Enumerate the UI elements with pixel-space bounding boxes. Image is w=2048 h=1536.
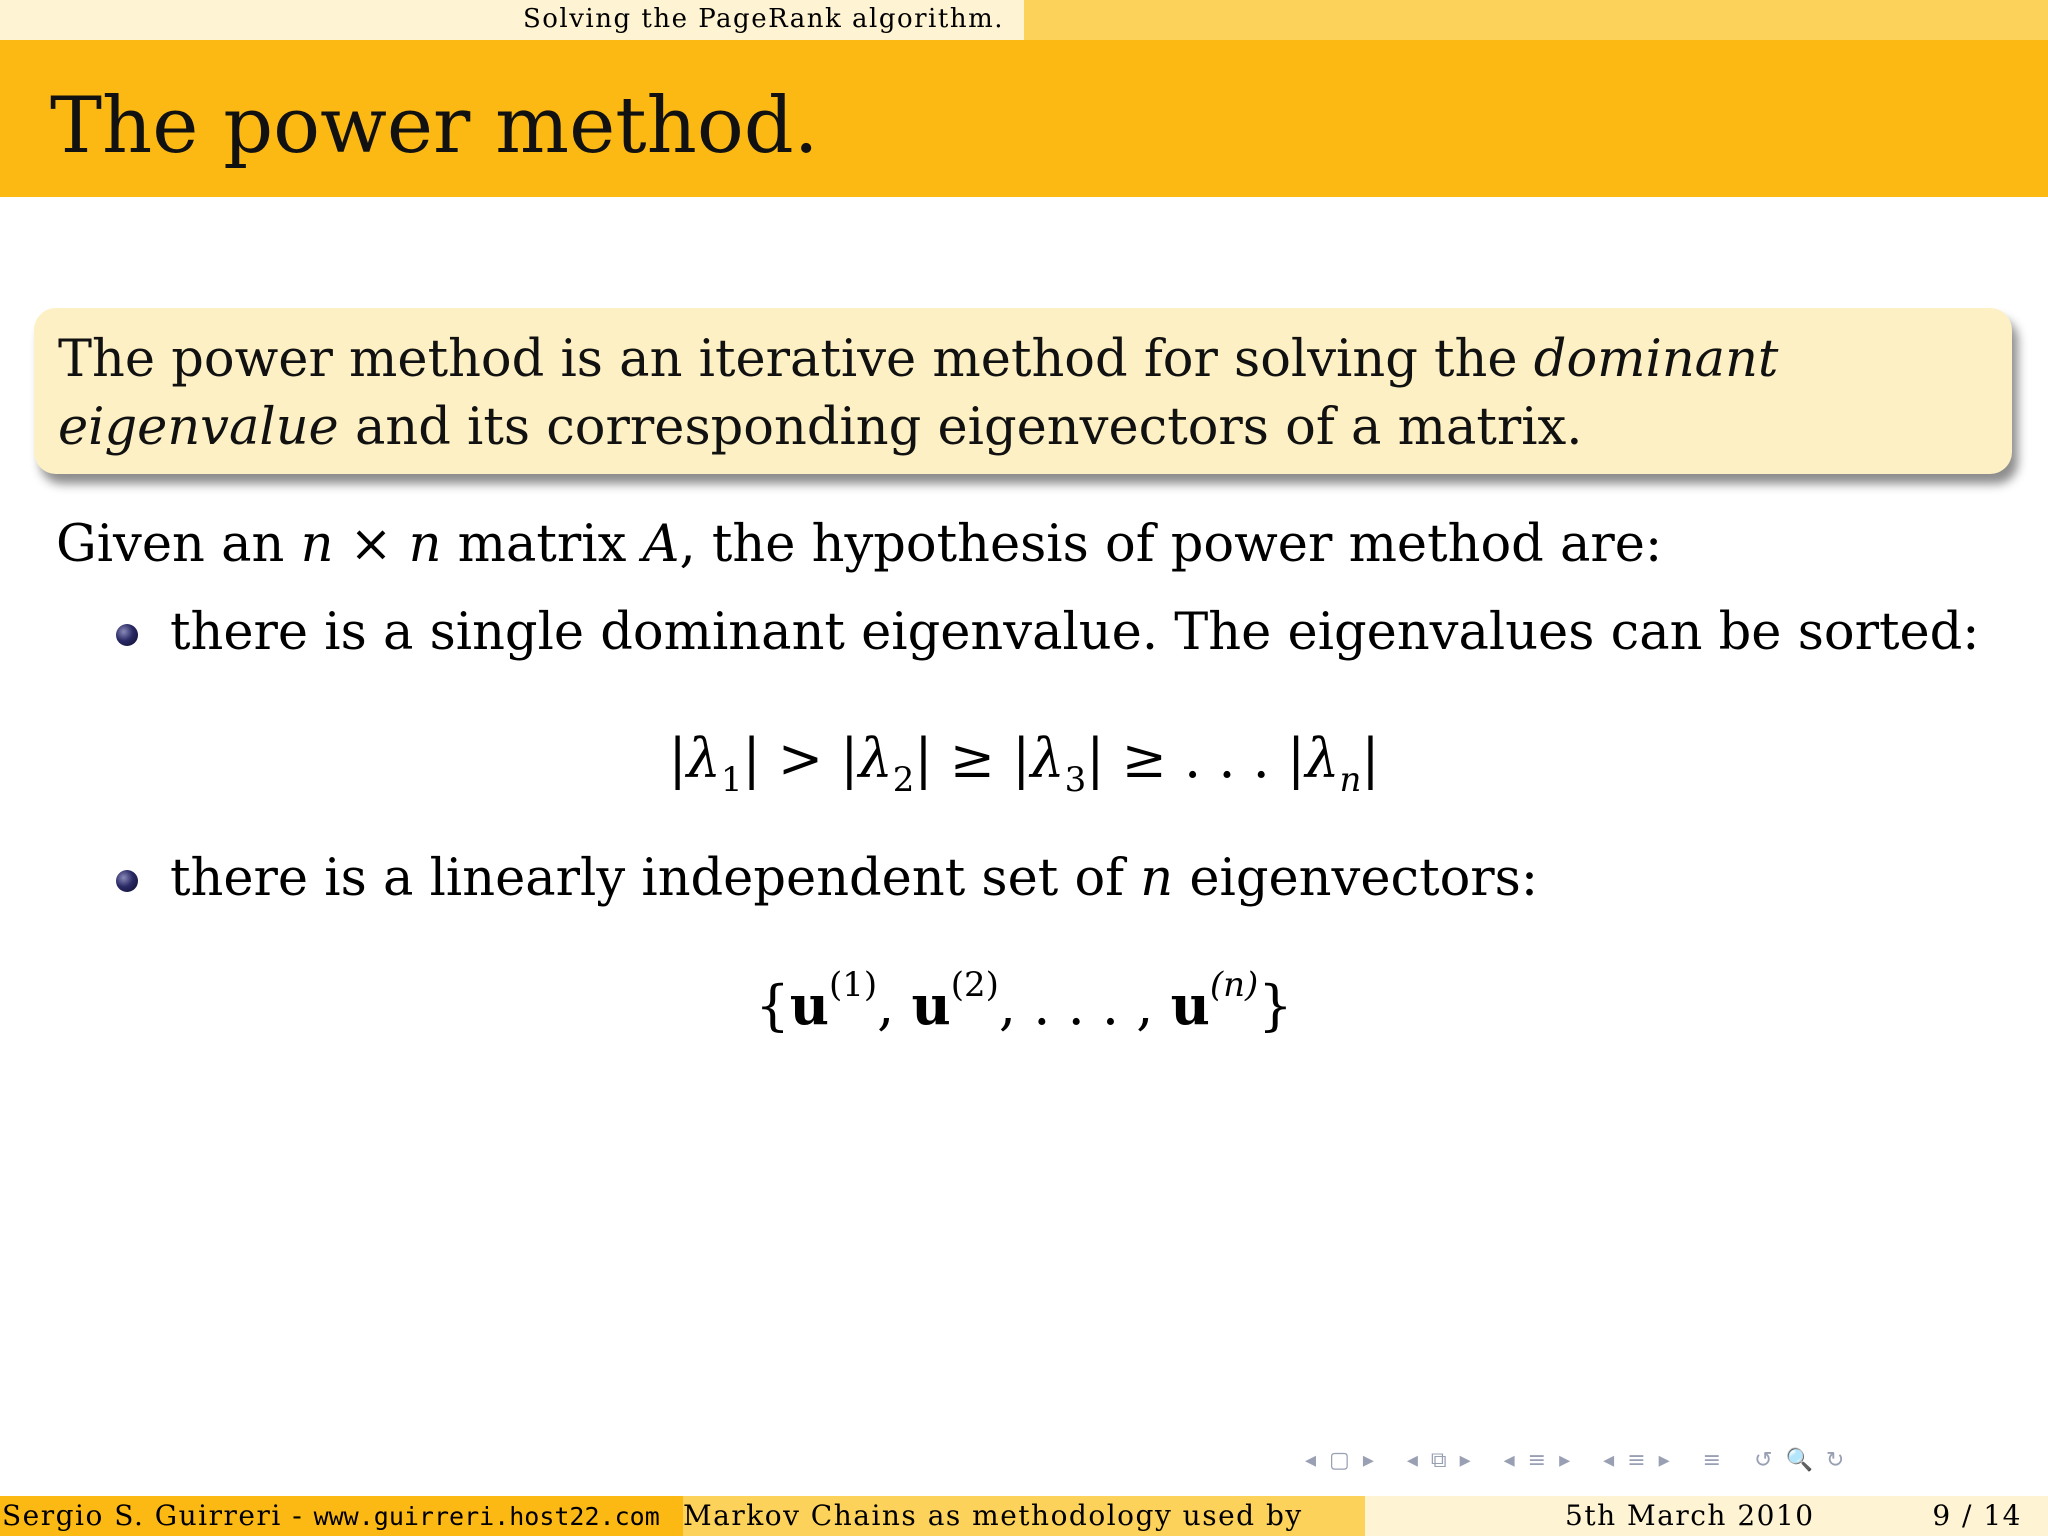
navigation-symbols [1305, 1448, 1867, 1480]
list-item [170, 598, 1979, 668]
search-back-forward-icon[interactable]: ↺ 🔍 ↻ [1754, 1448, 1848, 1473]
lambda-symbol: λ [1030, 727, 1065, 790]
section-title[interactable]: Solving the PageRank algorithm. [0, 0, 1024, 40]
subscript: 1 [720, 760, 743, 800]
block-text-end: and its corresponding eigenvectors of a matrix. [338, 398, 1583, 457]
var-n: n [408, 515, 442, 574]
superscript: (n) [1209, 965, 1259, 1005]
footer-title[interactable]: Markov Chains as methodology used by [683, 1496, 1365, 1536]
var-n: n [1140, 849, 1174, 908]
outline-icon[interactable]: ≡ [1702, 1448, 1725, 1473]
lambda-symbol: λ [1305, 727, 1340, 790]
list-item-text: there is a linearly independent set of [170, 849, 1141, 908]
ellipsis: . . . , [1033, 974, 1171, 1037]
ellipsis: . . . [1184, 727, 1288, 790]
subscript: 2 [892, 760, 915, 800]
open-brace: { [755, 974, 790, 1037]
given-text-3: , the hypothesis of power method are: [679, 515, 1663, 574]
subscript: n [1339, 760, 1362, 800]
ge-symbol: ≥ [1104, 727, 1185, 790]
list-item-text: there is a single dominant eigenvalue. The eigenvalues can be sorted: [170, 603, 1980, 662]
var-A: A [642, 515, 680, 574]
footline [0, 1496, 2048, 1536]
vector-u: u [1170, 973, 1210, 1037]
eigenvalue-ordering-equation: $|\lambda_1| > |\lambda_2| \ge |\lambda_3|$ ≥ . . . $|\lambda_n|$ [668, 727, 1380, 800]
var-n: n [300, 515, 334, 574]
block-text-start: The power method is an iterative method for solving the [58, 330, 1534, 389]
comma: , [998, 974, 1034, 1037]
given-sentence [56, 510, 1662, 580]
section-nav-icon[interactable]: ◂ ≡ ▸ [1503, 1448, 1574, 1473]
frame-nav-icon[interactable]: ◂ ▢ ▸ [1305, 1448, 1377, 1473]
close-brace: } [1258, 974, 1293, 1037]
lambda-symbol: λ [858, 727, 893, 790]
superscript: (1) [828, 965, 878, 1005]
subscript: 3 [1064, 760, 1087, 800]
document-nav-icon[interactable]: ◂ ≡ ▸ [1603, 1448, 1673, 1473]
vector-u: u [911, 973, 951, 1037]
page-number: 9 / 14 [1932, 1499, 2022, 1532]
eigenvector-set-equation [0, 965, 2048, 1041]
headline-bar [0, 0, 2048, 40]
subsection-nav-icon[interactable]: ◂ ⧉ ▸ [1406, 1448, 1474, 1473]
block-emphasis: dominant eigenvalue [58, 330, 1779, 457]
author-name: Sergio S. Guirreri - [2, 1499, 314, 1532]
author-url: www.guirreri.host22.com [313, 1502, 660, 1531]
footer-date-page [1365, 1496, 2048, 1536]
footer-author[interactable] [0, 1496, 683, 1536]
lambda-symbol: λ [686, 727, 721, 790]
times-symbol: × [333, 515, 409, 574]
frame-title: The power method. [50, 81, 819, 171]
footer-date: 5th March 2010 [1565, 1499, 1815, 1532]
given-text-1: Given an [56, 515, 301, 574]
bullet-icon [116, 870, 138, 892]
vector-u: u [789, 973, 829, 1037]
given-text-2: matrix [441, 515, 643, 574]
gt-symbol: > [760, 727, 841, 790]
list-item [170, 844, 1538, 914]
superscript: (2) [950, 965, 999, 1005]
frame-title-bar [0, 40, 2048, 197]
ge-symbol: ≥ [932, 727, 1013, 790]
definition-block [34, 308, 2012, 474]
comma: , [877, 974, 912, 1037]
bullet-icon [116, 624, 138, 646]
list-item-text: eigenvectors: [1173, 849, 1539, 908]
